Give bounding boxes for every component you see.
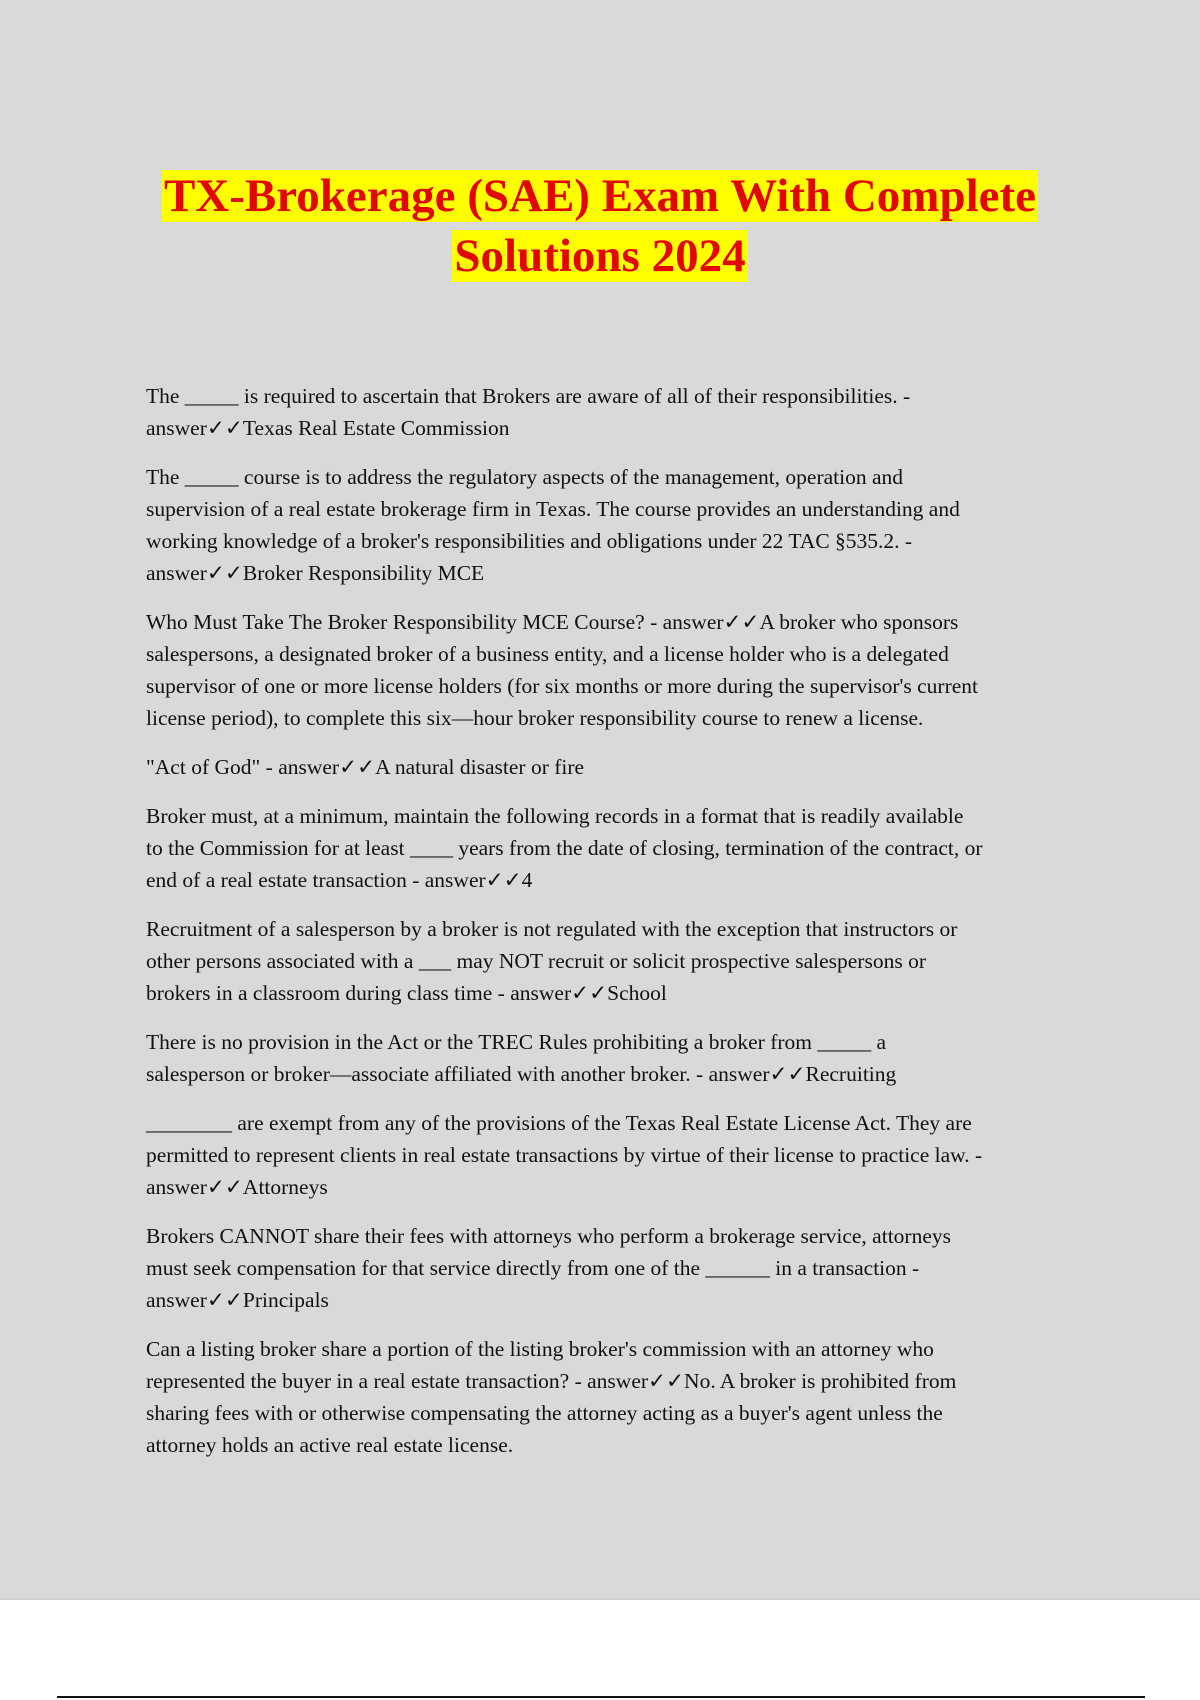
qa-line: The _____ course is to address the regulatory aspects of the management, operation and	[146, 465, 904, 489]
qa-line: answer✓✓Principals	[146, 1288, 329, 1312]
qa-line: must seek compensation for that service directly from one of the ______ in a transaction -	[146, 1256, 920, 1280]
qa-item	[146, 1333, 1106, 1461]
qa-line: ________ are exempt from any of the provisions of the Texas Real Estate License Act. They are	[146, 1111, 972, 1135]
qa-item	[146, 380, 1106, 444]
qa-line: attorney holds an active real estate license.	[146, 1433, 514, 1457]
qa-line: supervision of a real estate brokerage firm in Texas. The course provides an understanding and	[146, 497, 960, 521]
title-line-2	[0, 226, 1200, 286]
qa-line: Can a listing broker share a portion of the listing broker's commission with an attorney who	[146, 1337, 934, 1361]
qa-line: supervisor of one or more license holders (for six months or more during the supervisor's current	[146, 674, 979, 698]
qa-line: answer✓✓Attorneys	[146, 1175, 328, 1199]
qa-line: brokers in a classroom during class time - answer✓✓School	[146, 981, 667, 1005]
qa-line: Recruitment of a salesperson by a broker is not regulated with the exception that instructors or	[146, 917, 958, 941]
qa-line: represented the buyer in a real estate transaction? - answer✓✓No. A broker is prohibited from	[146, 1369, 957, 1393]
qa-line: to the Commission for at least ____ years from the date of closing, termination of the contract, or	[146, 836, 983, 860]
qa-line: other persons associated with a ___ may NOT recruit or solicit prospective salespersons or	[146, 949, 926, 973]
qa-line: Who Must Take The Broker Responsibility MCE Course? - answer✓✓A broker who sponsors	[146, 610, 959, 634]
qa-line: salespersons, a designated broker of a business entity, and a license holder who is a delegated	[146, 642, 949, 666]
qa-item	[146, 1107, 1106, 1203]
qa-list	[146, 380, 1106, 1478]
qa-line: working knowledge of a broker's responsibilities and obligations under 22 TAC §535.2. -	[146, 529, 913, 553]
qa-line: The _____ is required to ascertain that Brokers are aware of all of their responsibilities. -	[146, 384, 911, 408]
qa-line: Brokers CANNOT share their fees with attorneys who perform a brokerage service, attorneys	[146, 1224, 951, 1248]
qa-line: end of a real estate transaction - answer✓✓4	[146, 868, 533, 892]
qa-line: answer✓✓Texas Real Estate Commission	[146, 416, 510, 440]
qa-line: permitted to represent clients in real estate transactions by virtue of their license to practice law. -	[146, 1143, 983, 1167]
qa-item	[146, 913, 1106, 1009]
title-line-1	[0, 166, 1200, 226]
qa-item	[146, 1220, 1106, 1316]
qa-item	[146, 751, 1106, 783]
title-line-1-text: TX-Brokerage (SAE) Exam With Complete	[163, 170, 1037, 222]
qa-line: answer✓✓Broker Responsibility MCE	[146, 561, 485, 585]
qa-line: sharing fees with or otherwise compensating the attorney acting as a buyer's agent unless the	[146, 1401, 943, 1425]
title-line-2-text: Solutions 2024	[454, 230, 746, 282]
qa-item	[146, 800, 1106, 896]
qa-line: license period), to complete this six—hour broker responsibility course to renew a license.	[146, 706, 924, 730]
qa-item	[146, 606, 1106, 734]
qa-line: Broker must, at a minimum, maintain the following records in a format that is readily available	[146, 804, 964, 828]
footer-divider	[57, 1696, 1145, 1698]
qa-line: salesperson or broker—associate affiliated with another broker. - answer✓✓Recruiting	[146, 1062, 897, 1086]
qa-line: There is no provision in the Act or the TREC Rules prohibiting a broker from _____ a	[146, 1030, 887, 1054]
document-title	[0, 166, 1200, 286]
qa-item	[146, 461, 1106, 589]
qa-line: "Act of God" - answer✓✓A natural disaster or fire	[146, 755, 585, 779]
qa-item	[146, 1026, 1106, 1090]
